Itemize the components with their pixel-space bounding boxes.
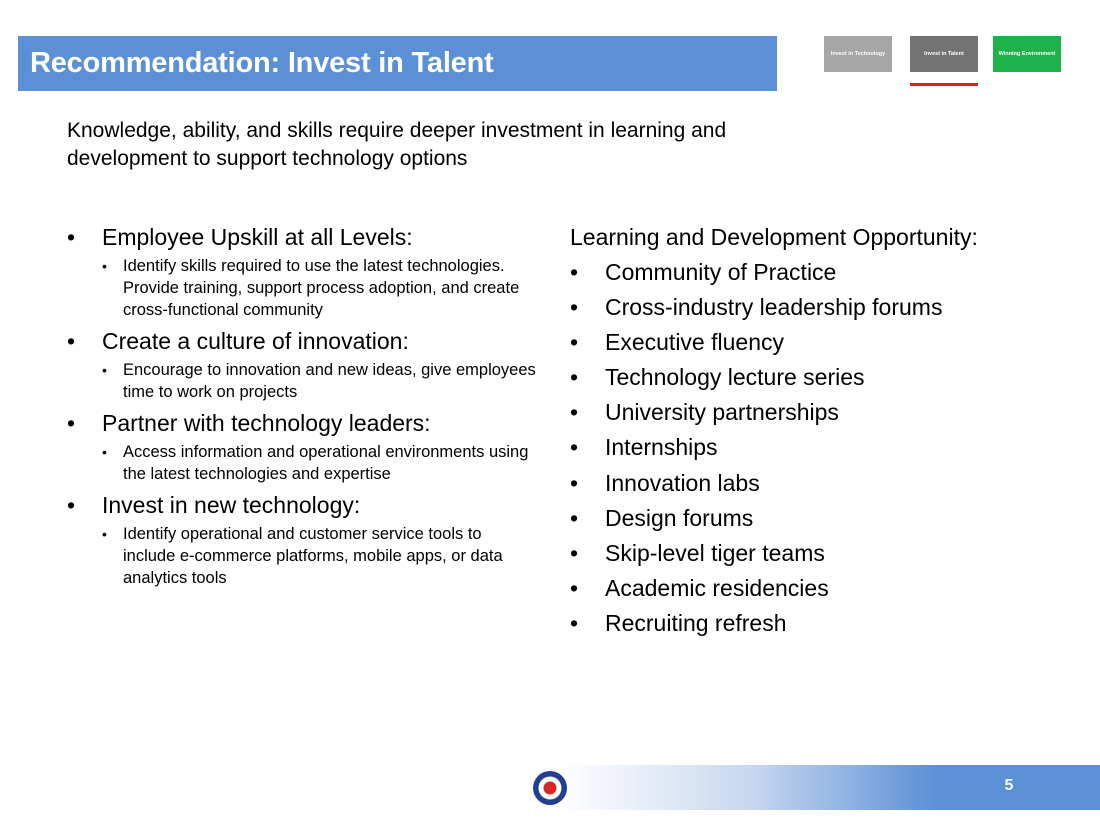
list-item: • Executive fluency	[570, 328, 1050, 356]
list-item: • Invest in new technology:	[67, 491, 537, 519]
tab-winning-environment[interactable]: Winning Environment	[993, 36, 1061, 72]
list-item: • Employee Upskill at all Levels:	[67, 223, 537, 251]
list-item: • University partnerships	[570, 398, 1050, 426]
list-item: • Skip-level tiger teams	[570, 539, 1050, 567]
list-item: • Academic residencies	[570, 574, 1050, 602]
opportunity-list	[570, 258, 1050, 637]
intro-text: Knowledge, ability, and skills require deeper investment in learning and development to support technology options	[67, 119, 727, 170]
list-item: • Community of Practice	[570, 258, 1050, 286]
page-title: Recommendation: Invest in Talent	[30, 47, 494, 79]
sub-list	[67, 359, 537, 403]
opportunity-heading: Learning and Development Opportunity:	[570, 224, 978, 250]
roundel-logo-icon	[532, 770, 568, 806]
right-column	[570, 223, 1050, 644]
page-number: 5	[1004, 777, 1014, 794]
sub-list	[67, 441, 537, 485]
footer-bar	[560, 765, 1100, 810]
talent-actions-list	[67, 223, 537, 589]
active-tab-indicator	[910, 83, 978, 86]
sub-list-item: • Access information and operational environments using the latest technologies and expertise	[102, 441, 537, 485]
sub-list-item: • Encourage to innovation and new ideas, give employees time to work on projects	[102, 359, 537, 403]
list-item: • Innovation labs	[570, 469, 1050, 497]
sub-list-item: • Identify operational and customer service tools to include e-commerce platforms, mobile apps, or data analytics tools	[102, 523, 537, 589]
title-bar	[18, 36, 777, 91]
list-item: • Create a culture of innovation:	[67, 327, 537, 355]
list-item: • Partner with technology leaders:	[67, 409, 537, 437]
list-item: • Recruiting refresh	[570, 609, 1050, 637]
sub-list	[67, 255, 537, 321]
sub-list-wrapper	[67, 255, 537, 321]
list-item: • Design forums	[570, 504, 1050, 532]
tab-invest-in-technology[interactable]: Invest in Technology	[824, 36, 892, 72]
sub-list-wrapper	[67, 359, 537, 403]
left-column	[67, 223, 537, 595]
sub-list-wrapper	[67, 523, 537, 589]
sub-list-wrapper	[67, 441, 537, 485]
list-item: • Technology lecture series	[570, 363, 1050, 391]
tab-invest-in-talent[interactable]: Invest in Talent	[910, 36, 978, 72]
sub-list	[67, 523, 537, 589]
list-item: • Internships	[570, 433, 1050, 461]
sub-list-item: • Identify skills required to use the latest technologies. Provide training, support process adoption, and create cross-functional community	[102, 255, 537, 321]
list-item: • Cross-industry leadership forums	[570, 293, 1050, 321]
